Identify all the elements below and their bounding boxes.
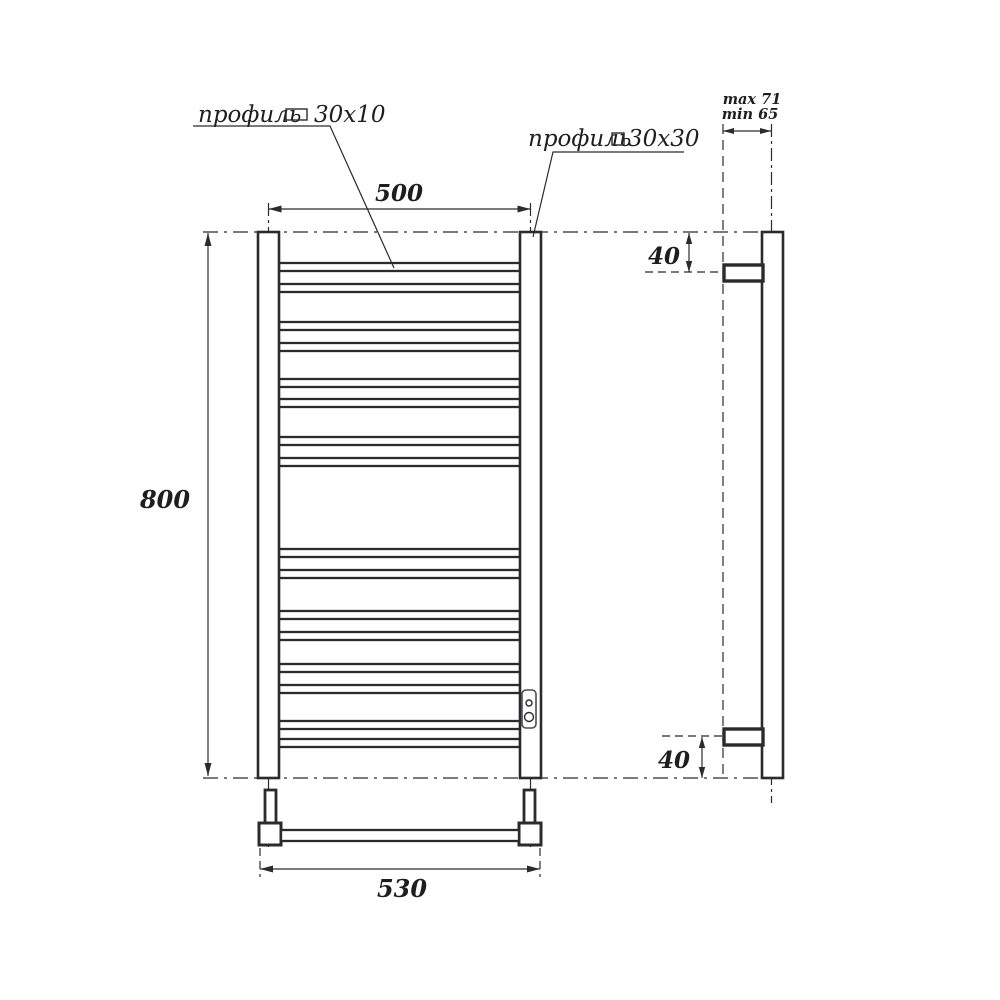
- dimension-bottom-bracket-offset: [658, 737, 705, 778]
- arrow-down-icon: [205, 763, 212, 776]
- arrow-left-icon: [723, 128, 734, 134]
- top-wall-bracket: [724, 265, 763, 281]
- bottom-wall-bracket: [724, 729, 763, 745]
- wall-distance-max-value: max 71: [722, 91, 782, 108]
- callout-profile-square: [528, 126, 700, 237]
- rung: [279, 343, 520, 351]
- dim-left-height-value: 800: [139, 485, 191, 514]
- rung: [279, 263, 520, 271]
- rung: [279, 322, 520, 330]
- left-stand-block: [259, 823, 281, 845]
- rung: [279, 570, 520, 578]
- rung: [279, 284, 520, 292]
- controller-body: [522, 690, 536, 728]
- rung: [279, 458, 520, 466]
- stand-crossbar: [281, 830, 519, 841]
- rung: [279, 549, 520, 557]
- leader-line: [533, 152, 684, 237]
- rung: [279, 721, 520, 729]
- profile-flat-word: профиль: [198, 102, 302, 128]
- arrow-right-icon: [527, 866, 540, 873]
- controller-switch: [522, 690, 536, 728]
- side-view: [724, 232, 783, 778]
- arrow-down-icon: [699, 767, 705, 778]
- arrow-right-icon: [518, 206, 531, 213]
- rung: [279, 399, 520, 407]
- dimension-top-width: [269, 180, 531, 213]
- dimension-top-bracket-offset: [648, 233, 692, 272]
- rung: [279, 664, 520, 672]
- left-post: [258, 232, 279, 778]
- dimension-left-height: [139, 233, 212, 776]
- front-view: [258, 232, 541, 845]
- arrow-left-icon: [260, 866, 273, 873]
- dim-top-bracket-offset-value: 40: [647, 243, 681, 270]
- profile-square-size: 30x30: [628, 126, 700, 152]
- callout-profile-flat: [193, 102, 394, 268]
- arrow-right-icon: [760, 128, 771, 134]
- arrow-left-icon: [269, 206, 282, 213]
- dim-bottom-bracket-offset-value: 40: [657, 747, 691, 774]
- right-stand-stem: [524, 790, 535, 823]
- dim-bottom-width-value: 530: [376, 874, 428, 903]
- rung: [279, 685, 520, 693]
- dim-top-width-value: 500: [374, 180, 424, 207]
- leader-line: [193, 126, 394, 268]
- side-bar: [762, 232, 783, 778]
- rungs: [279, 263, 520, 747]
- dimension-wall-distance: [722, 91, 782, 134]
- profile-flat-size: 30x10: [314, 102, 386, 128]
- profile-square-word: профиль: [528, 126, 632, 152]
- right-stand-block: [519, 823, 541, 845]
- arrow-down-icon: [686, 261, 692, 272]
- rung: [279, 611, 520, 619]
- left-stand-stem: [265, 790, 276, 823]
- dimension-bottom-width: [260, 866, 540, 904]
- wall-distance-min-value: min 65: [721, 106, 779, 123]
- rung: [279, 437, 520, 445]
- arrow-up-icon: [205, 233, 212, 246]
- rung: [279, 632, 520, 640]
- arrow-up-icon: [686, 233, 692, 244]
- rung: [279, 739, 520, 747]
- rung: [279, 379, 520, 387]
- arrow-up-icon: [699, 737, 705, 748]
